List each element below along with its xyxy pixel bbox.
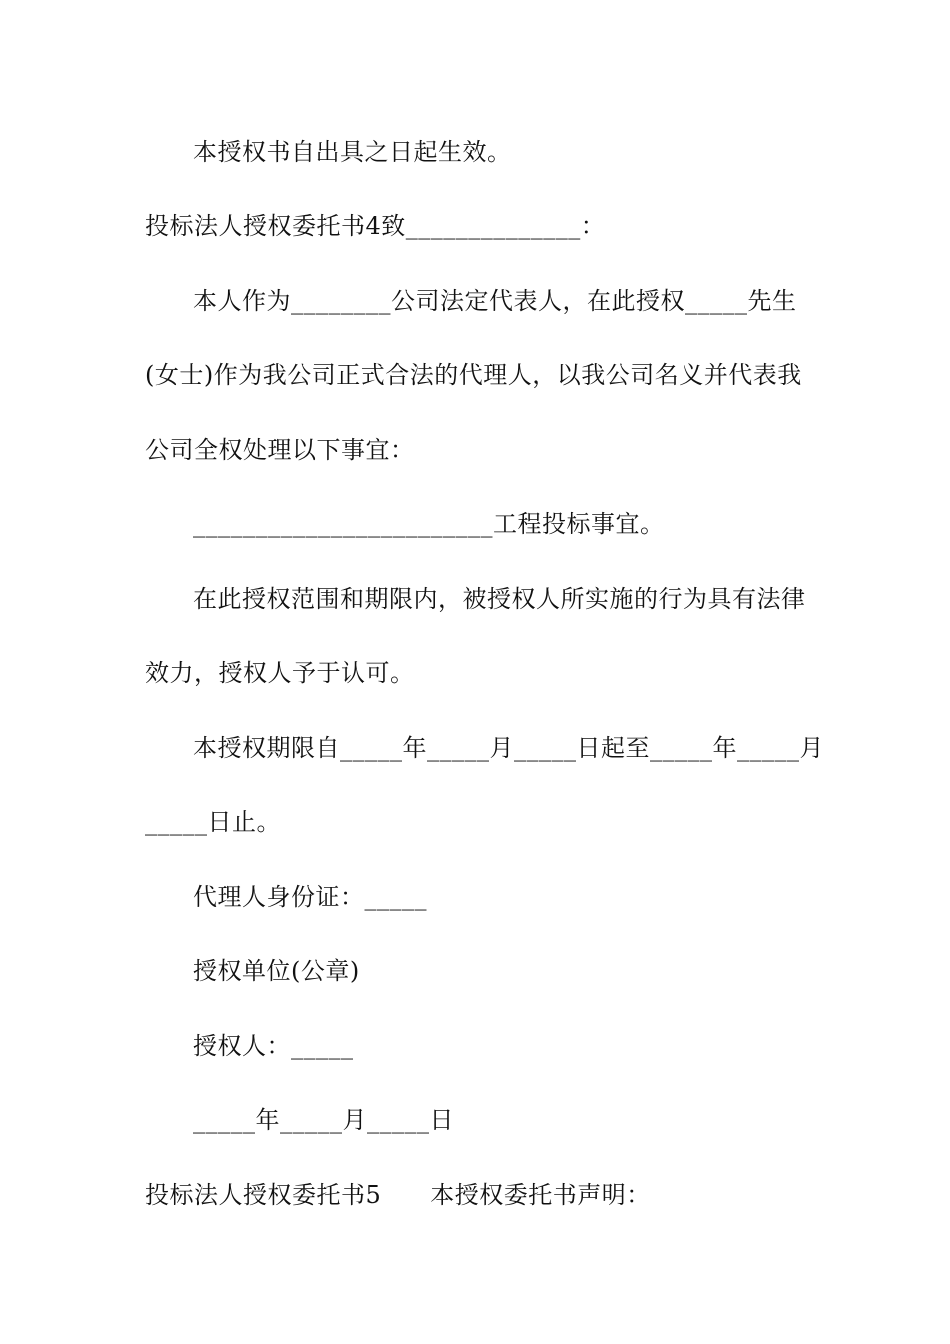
authorizer-line: 授权人：_____: [193, 1032, 354, 1060]
term-line: 本授权期限自_____年_____月_____日起至_____年_____月: [193, 734, 824, 762]
project-matter-line: ________________________工程投标事宜。: [193, 510, 665, 538]
paragraph-line: 公司全权处理以下事宜：: [145, 436, 415, 464]
paragraph-line: 效力，授权人予于认可。: [145, 659, 415, 687]
authorizing-unit-line: 授权单位(公章): [193, 957, 360, 985]
effective-statement: 本授权书自出具之日起生效。: [193, 138, 512, 166]
paragraph-line: 本人作为________公司法定代表人，在此授权_____先生: [193, 287, 797, 315]
date-line: _____年_____月_____日: [193, 1106, 454, 1134]
paragraph-line: 在此授权范围和期限内，被授权人所实施的行为具有法律: [193, 585, 806, 613]
term-line: _____日止。: [145, 808, 281, 836]
section-heading-5: 投标法人授权委托书5 本授权委托书声明：: [145, 1181, 651, 1209]
section-heading-4: 投标法人授权委托书4致______________：: [145, 212, 606, 240]
agent-id-line: 代理人身份证：_____: [193, 883, 427, 911]
paragraph-line: (女士)作为我公司正式合法的代理人，以我公司名义并代表我: [145, 361, 802, 389]
